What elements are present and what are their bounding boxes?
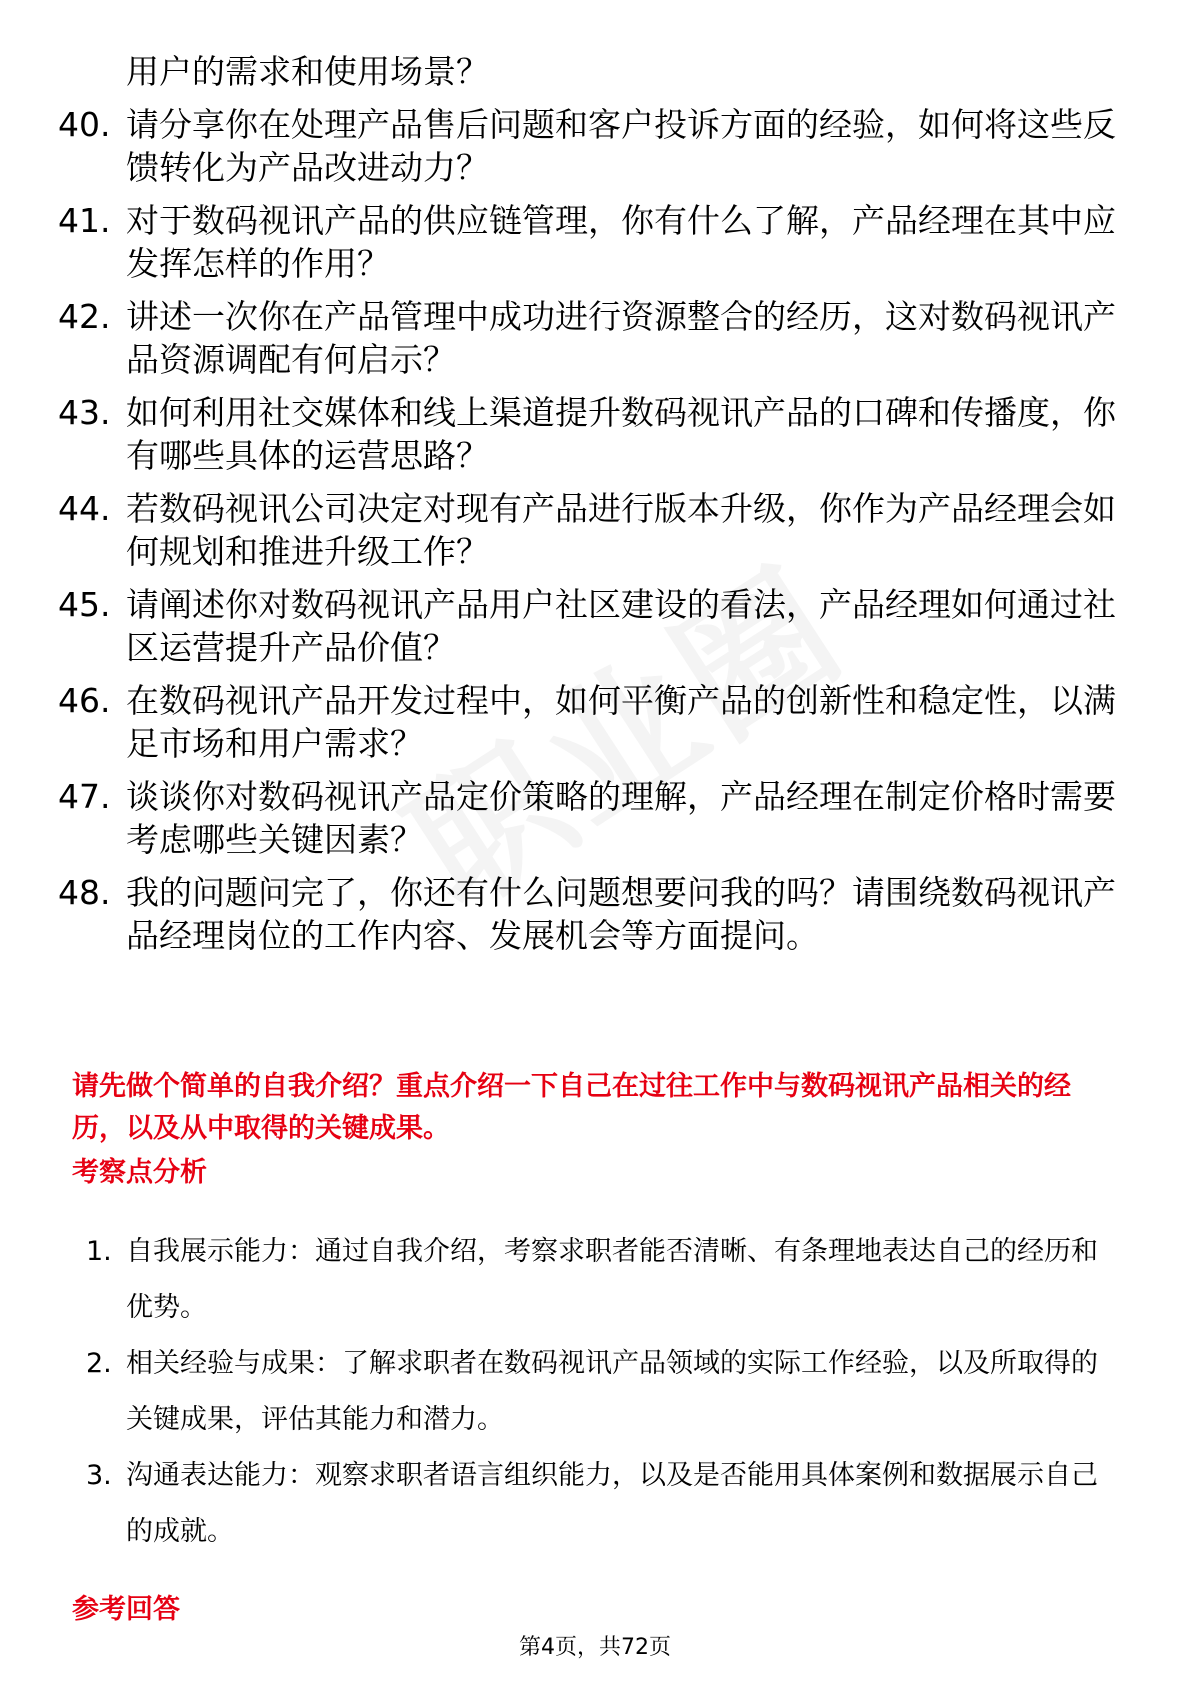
question-number: 44. <box>58 489 111 528</box>
question-item <box>58 583 1118 669</box>
question-item <box>58 295 1118 381</box>
question-number: 41. <box>58 201 111 240</box>
question-item <box>58 871 1118 957</box>
point-text: 自我展示能力：通过自我介绍，考察求职者能否清晰、有条理地表达自己的经历和优势。 <box>126 1236 1098 1323</box>
question-item <box>58 487 1118 573</box>
question-number: 40. <box>58 105 111 144</box>
point-number: 1. <box>86 1236 112 1267</box>
question-continuation: 用户的需求和使用场景？ <box>126 52 489 91</box>
analysis-point <box>86 1224 1116 1336</box>
question-item <box>58 679 1118 765</box>
analysis-point <box>86 1448 1116 1560</box>
question-text: 谈谈你对数码视讯产品定价策略的理解，产品经理在制定价格时需要考虑哪些关键因素？ <box>126 777 1116 859</box>
answer-heading: 参考回答 <box>72 1594 180 1625</box>
question-item <box>58 775 1118 861</box>
featured-question: 请先做个简单的自我介绍？重点介绍一下自己在过往工作中与数码视讯产品相关的经历，以及从中取得的关键成果。 <box>72 1071 1071 1144</box>
question-text: 对于数码视讯产品的供应链管理，你有什么了解，产品经理在其中应发挥怎样的作用？ <box>126 201 1116 283</box>
question-item <box>58 391 1118 477</box>
question-number: 43. <box>58 393 111 432</box>
question-item <box>58 199 1118 285</box>
question-item <box>58 103 1118 189</box>
question-text: 在数码视讯产品开发过程中，如何平衡产品的创新性和稳定性，以满足市场和用户需求？ <box>126 681 1116 763</box>
question-number: 45. <box>58 585 111 624</box>
analysis-point <box>86 1336 1116 1448</box>
question-text: 讲述一次你在产品管理中成功进行资源整合的经历，这对数码视讯产品资源调配有何启示？ <box>126 297 1116 379</box>
point-text: 相关经验与成果：了解求职者在数码视讯产品领域的实际工作经验，以及所取得的关键成果，评估其能力和潜力。 <box>126 1348 1098 1435</box>
question-number: 46. <box>58 681 111 720</box>
page-footer: 第4页，共72页 <box>519 1635 671 1660</box>
analysis-heading: 考察点分析 <box>72 1157 207 1188</box>
question-number: 42. <box>58 297 111 336</box>
question-text: 请阐述你对数码视讯产品用户社区建设的看法，产品经理如何通过社区运营提升产品价值？ <box>126 585 1116 667</box>
question-text: 若数码视讯公司决定对现有产品进行版本升级，你作为产品经理会如何规划和推进升级工作？ <box>126 489 1116 571</box>
point-number: 3. <box>86 1460 112 1491</box>
question-number: 47. <box>58 777 111 816</box>
question-text: 请分享你在处理产品售后问题和客户投诉方面的经验，如何将这些反馈转化为产品改进动力？ <box>126 105 1116 187</box>
point-number: 2. <box>86 1348 112 1379</box>
question-text: 如何利用社交媒体和线上渠道提升数码视讯产品的口碑和传播度，你有哪些具体的运营思路？ <box>126 393 1116 475</box>
point-text: 沟通表达能力：观察求职者语言组织能力，以及是否能用具体案例和数据展示自己的成就。 <box>126 1460 1098 1547</box>
question-text: 我的问题问完了，你还有什么问题想要问我的吗？请围绕数码视讯产品经理岗位的工作内容、发展机会等方面提问。 <box>126 873 1116 955</box>
question-number: 48. <box>58 873 111 912</box>
